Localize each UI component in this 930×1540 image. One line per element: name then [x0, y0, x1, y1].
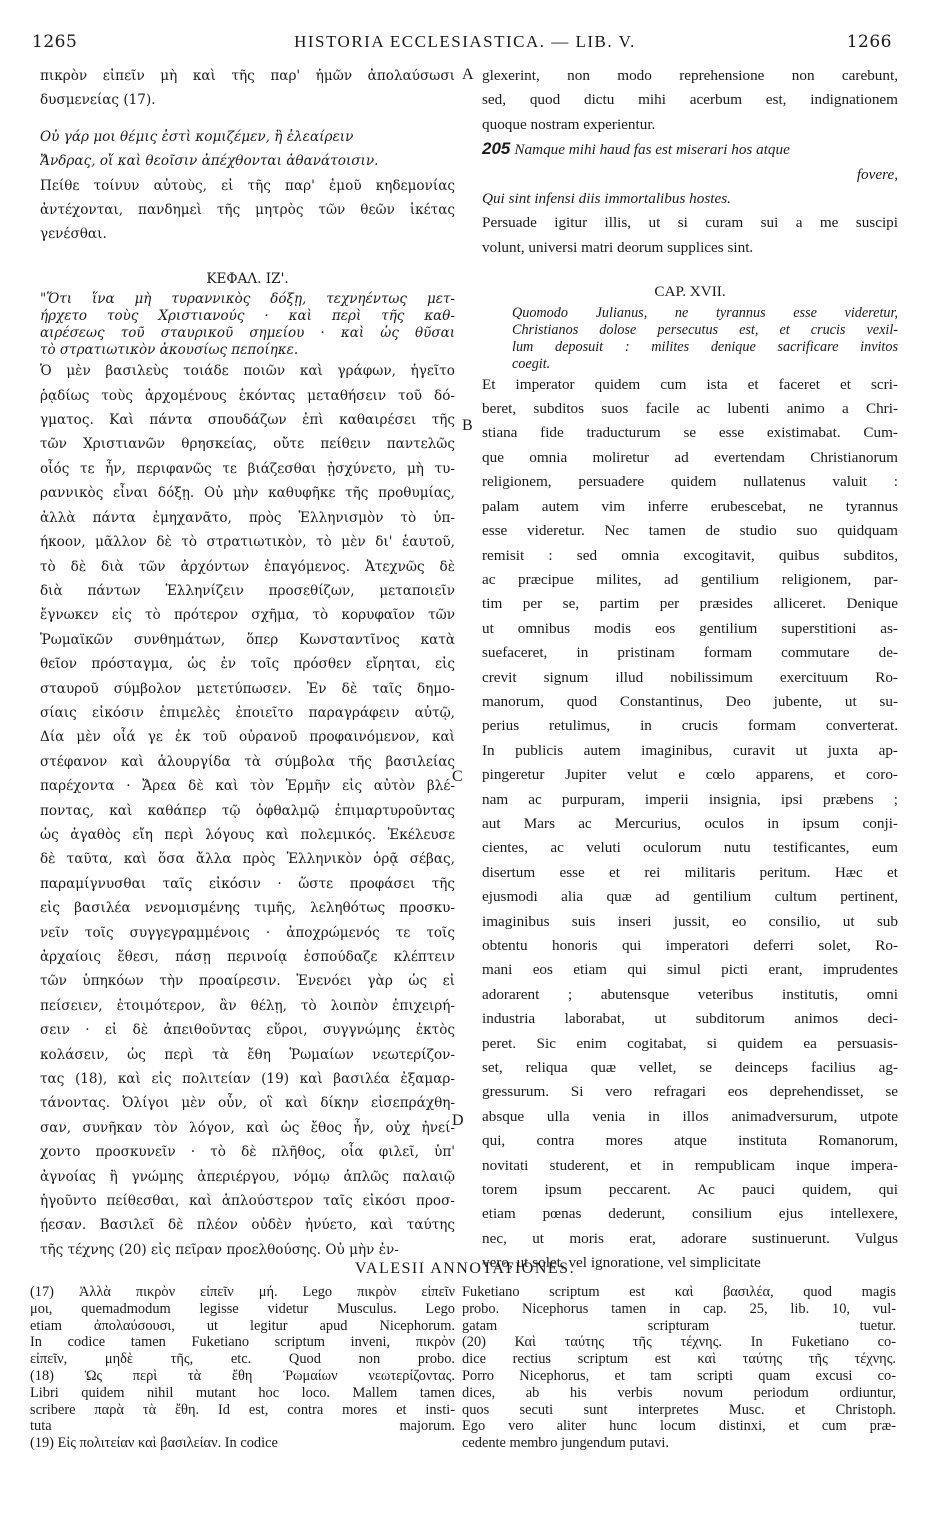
annotation-line: scribere παρὰ τὰ ἔθη. Id est, contra mores et insti-	[30, 1401, 455, 1418]
annotations-left	[30, 1284, 455, 1452]
latin-line: glexerint, non modo reprehensione non carebunt,	[482, 67, 898, 84]
latin-title-line: coegit.	[512, 355, 551, 372]
latin-line: ejusmodi alia quæ ad gentilium cultum pertinent,	[482, 888, 898, 906]
greek-title-line: αιρέσεως τοῦ σταυρικοῦ σημείου · καὶ ὡς θῦσαι	[40, 325, 455, 342]
greek-line: ῄεσαν. Βασιλεῖ δὲ πλέον οὐδὲν ἠνύετο, καὶ ταύτης	[40, 1217, 455, 1234]
latin-line: tim per se, partim per præsides alliceret. Denique	[482, 595, 898, 613]
latin-title-line: Christianos dolose persecutus est, et crucis vexil-	[512, 321, 898, 338]
greek-title-line: "Ὅτι ἵνα μὴ τυραννικὸς δόξῃ, τεχνηέντως μετ-	[40, 291, 455, 308]
latin-line: Et imperator quidem cum ista et faceret et scri-	[482, 375, 898, 393]
greek-line: ῥᾳδίως τοὺς ἀρχομένους ἑκόντας μεταθήσειν τοῦ δό-	[40, 387, 455, 404]
latin-line: set, reliqua quæ vellet, se deinceps facilius ag-	[482, 1059, 898, 1077]
latin-line: absque ulla venia in illos animadversurum, utpote	[482, 1107, 898, 1125]
latin-column	[482, 64, 898, 1276]
annotation-line: quos secuti sunt interpretes Musc. et Christoph.	[462, 1401, 896, 1418]
annotation-line: Fuketiano scriptum est καὶ βασιλέα, quod magis	[462, 1284, 896, 1300]
greek-title-line: τὸ στρατιωτικὸν ἀκουσίως πεποίηκε.	[40, 342, 299, 359]
annotation-line: (18) Ὡς περὶ τὰ ἔθη Ῥωμαίων νεωτερίζοντας.	[30, 1367, 455, 1384]
greek-line: ἀρχαίοις ἔθεσι, πάσῃ περινοίᾳ ἐσπούδαζε κλέπτειν	[40, 949, 455, 965]
latin-line: peret. Sic enim cogitabat, si quidem ea persuasis-	[482, 1034, 898, 1052]
latin-line: torem ipsum peccarent. Ac pauci quidem, qui	[482, 1181, 898, 1199]
margin-marker-a: A	[462, 66, 474, 83]
latin-line: ac præcipue milites, ad gentilium religionem, par-	[482, 570, 898, 588]
latin-verse	[482, 137, 898, 211]
greek-line: πικρὸν εἰπεῖν μὴ καὶ τῆς παρ' ἡμῶν ἀπολαύσωσι	[40, 68, 455, 84]
latin-line: beret, subditos suos facile ac lubenti animo a Chri-	[482, 400, 898, 418]
latin-line: esse videretur. Nec tamen de studio suo quidquam	[482, 522, 898, 540]
latin-line: stiana fide traducturum se esse existimabat. Cum-	[482, 424, 898, 442]
greek-line: χοντο προσκυνεῖν · τὸ δὲ πλῆθος, οἷα φιλεῖ, ὑπ'	[40, 1144, 455, 1161]
greek-line: ἔγνωκεν εἰς τὸ πρότερον σχῆμα, τὸ κορυφαῖον τῶν	[40, 607, 455, 624]
greek-body	[40, 359, 455, 1262]
greek-line: γματος. Καὶ πάντα σπουδάζων ἐπὶ καθαιρέσει τῆς	[40, 412, 455, 429]
latin-verse-line: fovere,	[856, 165, 898, 183]
latin-line: volunt, universi matri deorum supplices sint.	[482, 238, 754, 256]
latin-line: vero, ut solet, vel ignoratione, vel simplicitate	[482, 1254, 761, 1272]
greek-line: σίαις εἰκόσιν ἐπιμελὲς ἐποιεῖτο παραγράφειν αὐτῷ,	[40, 704, 455, 721]
latin-line: quoque nostram experientur.	[482, 115, 656, 133]
latin-line: industria laborabat, ut subditorum animos deci-	[482, 1010, 898, 1028]
greek-line: Ὁ μὲν βασιλεὺς τοιάδε ποιῶν καὶ γράφων, ἡγεῖτο	[40, 363, 455, 380]
latin-title-line: lum deposuit : milites denique sacrificare invitos	[512, 338, 898, 355]
annotation-line: Porro Nicephorus, et tam scripti quam excusi co-	[462, 1367, 896, 1384]
greek-intro	[40, 64, 455, 113]
latin-line: gressurum. Si vero refragari eos deprehendisset, se	[482, 1083, 898, 1101]
latin-verse-line: Qui sint infensi diis immortalibus hostes.	[482, 190, 731, 208]
greek-line: παρέχοντα · Ἄρεα δὲ καὶ τὸν Ἑρμῆν εἰς αὐτὸν βλέ-	[40, 778, 455, 795]
greek-line: Πείθε τοίνυν αὐτοὺς, εἰ τῆς παρ' ἐμοῦ κηδεμονίας	[40, 177, 455, 194]
greek-line: ἀγνοίας ἢ γνώμης ἀπεριέργου, νόμῳ ἁπλῶς παλαιῷ	[40, 1168, 455, 1185]
greek-title-line: ήρχετο τοὺς Χριστιανούς · καὶ περὶ τῆς καθ-	[40, 308, 455, 325]
annotation-line: probo. Nicephorus tamen in cap. 25, lib. 10, vul-	[462, 1300, 896, 1317]
annotation-line: (20) Καὶ ταύτης τῆς τέχνης. In Fuketiano co-	[462, 1334, 896, 1351]
greek-line: ήκοον, μᾶλλον δὲ τὸ στρατιωτικὸν, τὸ μὲν δι' ἑαυτοῦ,	[40, 534, 455, 551]
annotation-line: (19) Εἰς πολιτείαν καὶ βασιλείαν. In codice	[30, 1435, 278, 1452]
greek-chapter-heading: ΚΕΦΑΛ. ΙΖ'.	[206, 270, 289, 287]
greek-line: τῶν Χριστιανῶν θρησκείας, οὔτε πείθειν παντελῶς	[40, 436, 455, 453]
latin-line: sed, quod dictu mihi acerbum est, indignationem	[482, 91, 898, 109]
greek-line: τῶν ὑπηκόων τὴν προαίρεσιν. Ἐνενόει γὰρ ὡς εἰ	[40, 973, 455, 990]
greek-line: ἀντέχονται, πανδημεὶ τῆς μητρὸς τῶν θεῶν ἱκέτας	[40, 202, 455, 219]
greek-line: σειν · εἰ δὲ ἀπειθοῦντας εὕροι, συγγνώμης ἐκτὸς	[40, 1022, 455, 1039]
annotation-line: tuta majorum.	[30, 1418, 455, 1435]
latin-line: qui, contra mores atque instituta Romanorum,	[482, 1132, 898, 1150]
greek-column	[40, 64, 455, 1262]
latin-line: que omnia moliretur ad evertendam Christianorum	[482, 448, 898, 466]
greek-line: νεῖν τοῖς συγγεγραμμένοις · ἀποχρώμενός τε τοῖς	[40, 924, 455, 941]
greek-line: Ῥωμαϊκῶν συνθημάτων, ὅπερ Κωνσταντῖνος κατὰ	[40, 631, 455, 648]
greek-line: πείσειεν, ἑτοιμότερον, ἂν θέλῃ, τὸ λοιπὸν ἐπιχειρή-	[40, 997, 455, 1014]
latin-line: manorum, quod Constantinus, Deo jubente, ut su-	[482, 692, 898, 710]
latin-line: adorarent ; abutensque veteribus institutis, omni	[482, 985, 898, 1003]
greek-line: σαν, συνῆκαν τὸν λόγον, καὶ ὡς ἔθος ἦν, οὐχ ἠνεί-	[40, 1119, 455, 1136]
latin-line: Persuade igitur illis, ut si curam sui a me suscipi	[482, 214, 898, 232]
latin-chapter-title	[482, 305, 898, 373]
greek-line: κολάσειν, ὡς περὶ τὰ ἔθη Ῥωμαίων νεωτερίζον-	[40, 1046, 455, 1063]
greek-line: τάνοντας. Ὀλίγοι μὲν οὖν, οἳ καὶ δίκην εἰσεπράχθη-	[40, 1095, 455, 1112]
latin-line: religionem, persuadere quidem nullatenus valuit :	[482, 473, 898, 491]
latin-line: suefaceret, in pristinam formam commutare de-	[482, 644, 898, 662]
annotation-line: cedente membro jungendum putavi.	[462, 1435, 670, 1452]
margin-marker-b: B	[462, 417, 473, 434]
greek-line: ἀλλὰ πάντα ἐμηχανᾶτο, πρὸς Ἑλληνισμὸν τὸ ὑπ-	[40, 509, 455, 526]
greek-chapter-title	[40, 291, 455, 359]
latin-line: nec, ut moris erat, adorare sustinuerunt. Vulgus	[482, 1229, 898, 1247]
annotations-right	[462, 1284, 896, 1452]
latin-line: In publicis autem imaginibus, curavit ut juxta ap-	[482, 741, 898, 759]
greek-line: σταυροῦ σύμβολον μετετύπωσεν. Ἐν δὲ ταῖς δημο-	[40, 680, 455, 697]
latin-verse-line: Namque mihi haud fas est miserari hos atque	[514, 141, 790, 159]
latin-line: imaginibus suis inseri jussit, eo consilio, ut sub	[482, 912, 898, 930]
latin-line: perius retulimus, in crucis formam converterat.	[482, 717, 898, 735]
latin-line: remisit : sed omnia excogitavit, quibus subditos,	[482, 546, 898, 564]
greek-line: στέφανον καὶ ἁλουργίδα τὰ σύμβολα τῆς βασιλείας	[40, 753, 455, 770]
greek-line: γενέσθαι.	[40, 226, 107, 243]
greek-line: δυσμενείας (17).	[40, 92, 156, 109]
greek-line: δὲ ταῦτα, καὶ ὅσα ἄλλα πρὸς Ἑλληνικὸν ὁρᾷ σέβας,	[40, 851, 455, 868]
running-head: HISTORIA ECCLESIASTICA. — LIB. V.	[294, 32, 636, 51]
annotation-line: In codice tamen Fuketiano scriptum inveni, πικρὸν	[30, 1334, 455, 1351]
greek-line: διὰ πάντων Ἑλληνίζειν προσεθίζων, μεταποιεῖν	[40, 582, 455, 599]
latin-line: novitati studerent, et in rempublicam inque impera-	[482, 1156, 898, 1174]
annotation-line: dices, ab his verbis novum periodum ordiuntur,	[462, 1384, 896, 1401]
annotation-line: gatam scripturam tuetur.	[462, 1317, 896, 1334]
greek-line: ραννικὸς εἶναι δόξῃ. Οὐ μὴν καθυφῆκε τῆς προθυμίας,	[40, 485, 455, 502]
left-page-number: 1265	[32, 32, 78, 52]
latin-line: palam autem vim inferre erubescebat, ne tyrannus	[482, 497, 898, 515]
greek-line: παραμίγνυσθαι ταῖς εἰκόσιν · ὥστε προφάσει τῆς	[40, 875, 455, 892]
annotation-line: dice rectius scriptum est καὶ ταύτης τῆς τέχνης.	[462, 1351, 896, 1368]
latin-line: nam ac purpuram, imperii insignia, ipsi præbens ;	[482, 790, 898, 808]
greek-line: ὡς ἀγαθὸς εἴη περὶ λόγους καὶ πολεμικός. Ἐκέλευσε	[40, 826, 455, 843]
margin-marker-c: C	[452, 768, 463, 785]
annotation-line: (17) Ἀλλὰ πικρὸν εἰπεῖν μή. Lego πικρὸν εἰπεῖν	[30, 1284, 455, 1300]
greek-line: ποντας, καὶ καθάπερ τῷ ὀφθαλμῷ ἐπιμαρτυροῦντας	[40, 802, 455, 819]
greek-line: ἡγοῦντο πείθεσθαι, καὶ ἁπλούστερον ταῖς εἰκόσι προσ-	[40, 1193, 455, 1210]
greek-verse	[40, 125, 455, 174]
latin-title-line: Quomodo Julianus, ne tyrannus esse videretur,	[512, 304, 898, 321]
right-page-number: 1266	[846, 32, 892, 52]
greek-line: τῆς τέχνης (20) εἰς πεῖραν προελθούσης. Οὐ μὴν ἐν-	[40, 1241, 399, 1258]
annotation-line: Ego vero aliter hunc locum distinxi, et cum præ-	[462, 1418, 896, 1435]
annotation-line: etiam ἀπολαύσουσι, ut legitur apud Nicephorum.	[30, 1317, 455, 1334]
latin-chapter-heading: CAP. XVII.	[654, 283, 726, 301]
annotation-line: μοι, quemadmodum legisse videtur Musculus. Lego	[30, 1300, 455, 1317]
latin-line: crevit signum illud nobilissimum exercituum Ro-	[482, 668, 898, 686]
latin-line: obtentu honoris qui imperatori deferri solet, Ro-	[482, 937, 898, 954]
greek-line: εἰς βασιλέα νενομισμένης τιμῆς, λεληθότως προσκυ-	[40, 900, 455, 917]
greek-line: τας (18), καὶ εἰς πολιτείαν (19) καὶ βασιλέα ἐξαμαρ-	[40, 1071, 455, 1088]
greek-line: Δία μὲν οἷά γε ἐκ τοῦ οὐρανοῦ προφαινόμενον, καὶ	[40, 729, 455, 746]
latin-body	[482, 373, 898, 1276]
margin-marker-d: D	[452, 1112, 464, 1129]
greek-verse-line: Ἄνδρας, οἵ καὶ θεοῖσιν ἀπέχθονται ἀθανάτοισιν.	[40, 153, 379, 170]
greek-verse-line: Οὐ γάρ μοι θέμις ἐστὶ κομιζέμεν, ἢ ἐλεαίρειν	[40, 128, 354, 145]
latin-line: mani eos etiam qui simul picti erant, imprudentes	[482, 961, 898, 979]
latin-line: etiam pœnas dederunt, consilium ejus intellexere,	[482, 1205, 898, 1223]
latin-line: pingeretur Jupiter velut e cœlo apparens, et coro-	[482, 766, 898, 784]
latin-intro	[482, 64, 898, 137]
latin-line: cientes, ac veluti oculorum nutu testificantes, eum	[482, 839, 898, 857]
greek-line: τὸ δὲ διὰ τῶν ἀρχόντων ἐπαγόμενος. Ἀτεχνῶς δὲ	[40, 558, 455, 575]
verse-number: 205	[482, 139, 511, 159]
latin-line: aut Mars ac Mercurius, oculos in ipsum conji-	[482, 814, 898, 832]
annotation-line: Libri quidem nihil mutant hoc loco. Mallem tamen	[30, 1384, 455, 1401]
greek-line: οἷός τε ἦν, περιφανῶς τε βιάζεσθαι ᾐσχύνετο, μὴ τυ-	[40, 460, 455, 477]
annotation-line: εἰπεῖν, μηδὲ τῆς, etc. Quod non probo.	[30, 1351, 455, 1368]
latin-line: disertum esse et rei militaris peritum. Hæc et	[482, 863, 898, 881]
greek-line: θεῖον πρόσταγμα, ὡς ἐν τοῖς πρόσθεν εἴρηται, εἰς	[40, 656, 455, 673]
annotations-title: VALESII ANNOTATIONES.	[354, 1260, 576, 1277]
latin-after-verse	[482, 211, 898, 260]
latin-line: ut omnibus modis eos gentilium superstitioni as-	[482, 619, 898, 637]
greek-after-verse	[40, 174, 455, 247]
